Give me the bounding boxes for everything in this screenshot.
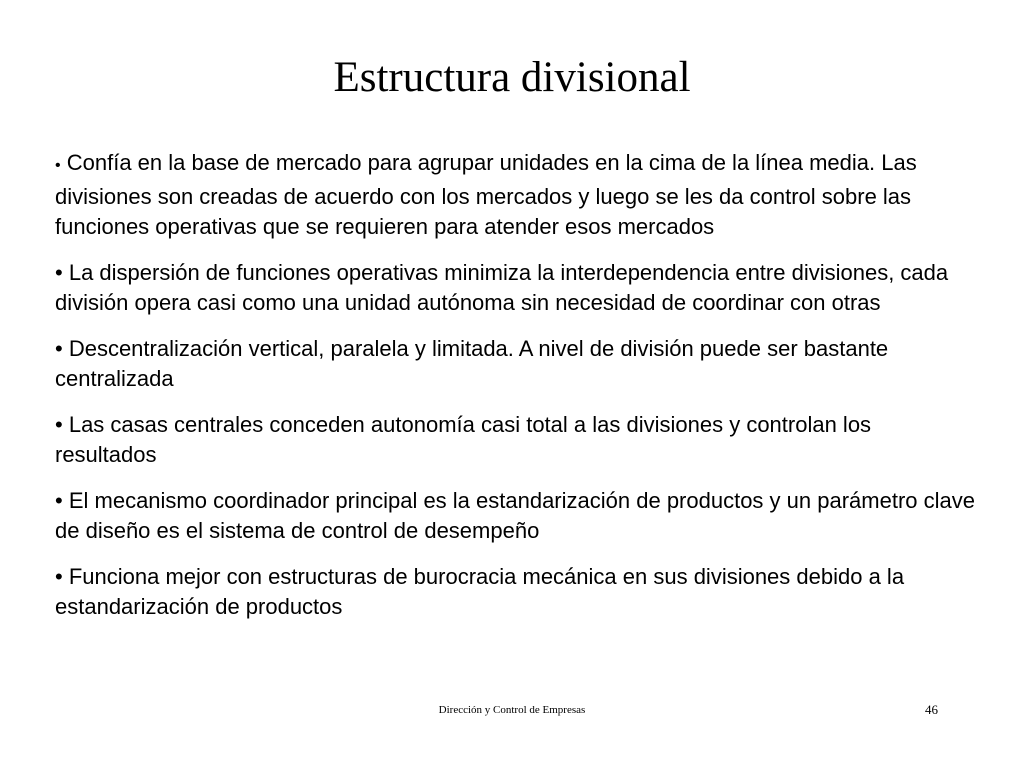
bullet-icon: • — [55, 157, 61, 174]
bullet-icon: • — [55, 563, 63, 589]
bullet-item — [55, 148, 975, 243]
bullet-item — [55, 410, 975, 471]
bullet-text: Descentralización vertical, paralela y limitada. A nivel de división puede ser bastante centralizada — [55, 335, 889, 391]
page-number: 46 — [925, 702, 938, 717]
bullet-text: Confía en la base de mercado para agrupar unidades en la cima de la línea media. Las divisiones son creadas de acuerdo con los mercados y luego se les da control sobre las funciones operativas que se requieren para atender esos mercados — [55, 150, 917, 239]
bullet-icon: • — [55, 411, 63, 437]
bullet-icon: • — [55, 259, 63, 285]
bullet-text: La dispersión de funciones operativas minimiza la interdependencia entre divisiones, cada división opera casi como una unidad autónoma sin necesidad de coordinar con otras — [55, 259, 949, 315]
bullet-item — [55, 562, 975, 623]
footer-course-title: Dirección y Control de Empresas — [438, 704, 586, 716]
bullet-text: El mecanismo coordinador principal es la estandarización de productos y un parámetro clave de diseño es el sistema de control de desempeño — [55, 487, 975, 543]
bullet-item — [55, 258, 975, 319]
bullet-text: Las casas centrales conceden autonomía casi total a las divisiones y controlan los resultados — [55, 411, 872, 467]
bullet-icon: • — [55, 335, 63, 361]
slide-title: Estructura divisional — [333, 54, 691, 101]
bullet-item — [55, 334, 975, 395]
bullet-text: Funciona mejor con estructuras de burocracia mecánica en sus divisiones debido a la estandarización de productos — [55, 563, 905, 619]
bullet-item — [55, 486, 975, 547]
bullet-list — [55, 148, 975, 638]
bullet-icon: • — [55, 487, 63, 513]
